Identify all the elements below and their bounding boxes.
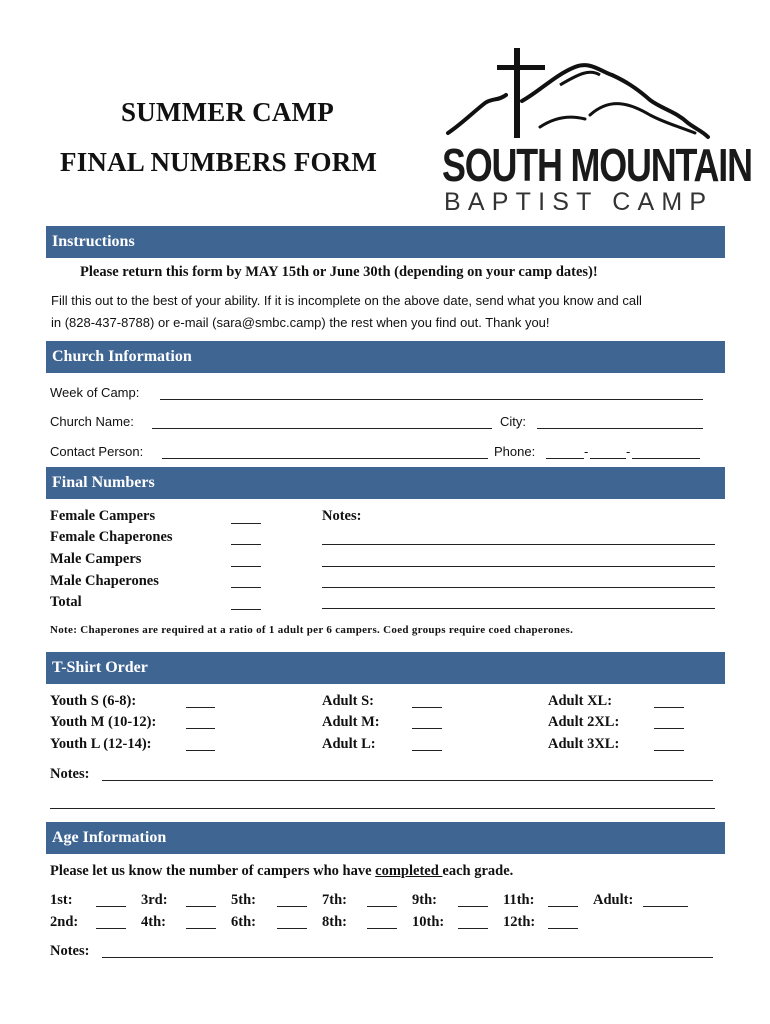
final-row-label: Male Campers <box>50 551 142 567</box>
grade-label: 1st: <box>50 892 73 908</box>
grade-label: 11th: <box>503 892 535 908</box>
grade-label: 3rd: <box>141 892 168 908</box>
final-notes-label: Notes: <box>322 508 362 524</box>
logo-subtitle: BAPTIST CAMP <box>444 188 714 216</box>
grade-label: Adult: <box>593 892 634 908</box>
adult-3xl-field[interactable] <box>654 750 684 751</box>
adult-size-label: Adult L: <box>322 736 376 752</box>
grade-label: 4th: <box>141 914 166 930</box>
grade-2nd-field[interactable] <box>96 928 126 929</box>
youth-s-field[interactable] <box>186 707 215 708</box>
grade-11th-field[interactable] <box>548 906 578 907</box>
final-row-label: Female Campers <box>50 508 156 524</box>
male-chaperones-field[interactable] <box>231 587 261 588</box>
total-field[interactable] <box>231 609 261 610</box>
phone-area-code-field[interactable] <box>546 458 584 459</box>
female-chaperones-field[interactable] <box>231 544 261 545</box>
age-prompt: Please let us know the number of campers who have completed each grade. <box>50 863 514 879</box>
youth-l-field[interactable] <box>186 750 215 751</box>
contact-person-field[interactable] <box>162 458 488 459</box>
adult-xl-size-label: Adult 2XL: <box>548 714 620 730</box>
final-row-label: Total <box>50 594 82 610</box>
youth-size-label: Youth L (12-14): <box>50 736 152 752</box>
tshirt-notes-label: Notes: <box>50 766 90 782</box>
grade-4th-field[interactable] <box>186 928 216 929</box>
final-notes-line[interactable] <box>322 544 715 545</box>
grade-label: 6th: <box>231 914 256 930</box>
section-header-final-numbers: Final Numbers <box>46 467 725 499</box>
adult-size-label: Adult M: <box>322 714 380 730</box>
female-campers-field[interactable] <box>231 523 261 524</box>
grade-label: 9th: <box>412 892 437 908</box>
tshirt-notes-line[interactable] <box>50 808 715 809</box>
grade-label: 12th: <box>503 914 536 930</box>
church-name-field[interactable] <box>152 428 492 429</box>
grade-3rd-field[interactable] <box>186 906 216 907</box>
adult-m-field[interactable] <box>412 728 442 729</box>
adult-size-label: Adult S: <box>322 693 374 709</box>
grade-adult-field[interactable] <box>643 906 688 907</box>
section-header-church-information: Church Information <box>46 341 725 373</box>
youth-size-label: Youth S (6-8): <box>50 693 137 709</box>
final-row-label: Male Chaperones <box>50 573 159 589</box>
phone-prefix-field[interactable] <box>590 458 626 459</box>
adult-xl-size-label: Adult 3XL: <box>548 736 620 752</box>
tshirt-notes-line[interactable] <box>102 780 713 781</box>
adult-l-field[interactable] <box>412 750 442 751</box>
final-notes-line[interactable] <box>322 566 715 567</box>
church-name-label: Church Name: <box>50 414 134 429</box>
youth-m-field[interactable] <box>186 728 215 729</box>
grade-label: 7th: <box>322 892 347 908</box>
completed-underlined: completed <box>375 863 443 879</box>
deadline-text: Please return this form by MAY 15th or June 30th (depending on your camp dates)! <box>80 264 598 280</box>
section-header-age-information: Age Information <box>46 822 725 854</box>
week-of-camp-label: Week of Camp: <box>50 385 140 400</box>
section-header-instructions: Instructions <box>46 226 725 258</box>
form-title-line1: SUMMER CAMP <box>121 97 334 127</box>
male-campers-field[interactable] <box>231 566 261 567</box>
city-label: City: <box>500 414 526 429</box>
grade-7th-field[interactable] <box>367 906 397 907</box>
adult-2xl-field[interactable] <box>654 728 684 729</box>
logo-name: SOUTH MOUNTAIN <box>442 139 752 191</box>
form-title-line2: FINAL NUMBERS FORM <box>60 147 378 177</box>
age-notes-line[interactable] <box>102 957 713 958</box>
phone-label: Phone: <box>494 444 536 459</box>
final-notes-line[interactable] <box>322 587 715 588</box>
phone-dash-1: - <box>584 444 589 459</box>
grade-1st-field[interactable] <box>96 906 126 907</box>
contact-person-label: Contact Person: <box>50 444 144 459</box>
youth-size-label: Youth M (10-12): <box>50 714 157 730</box>
grade-label: 2nd: <box>50 914 79 930</box>
adult-xl-size-label: Adult XL: <box>548 693 613 709</box>
grade-label: 8th: <box>322 914 347 930</box>
phone-line-field[interactable] <box>632 458 700 459</box>
final-notes-line[interactable] <box>322 608 715 609</box>
grade-12th-field[interactable] <box>548 928 578 929</box>
grade-label: 10th: <box>412 914 445 930</box>
grade-8th-field[interactable] <box>367 928 397 929</box>
grade-9th-field[interactable] <box>458 906 488 907</box>
age-notes-label: Notes: <box>50 943 90 959</box>
final-row-label: Female Chaperones <box>50 529 173 545</box>
adult-xl-field[interactable] <box>654 707 684 708</box>
grade-5th-field[interactable] <box>277 906 307 907</box>
instructions-text-line1: Fill this out to the best of your ability. If it is incomplete on the above date, send what you know and call <box>51 293 642 308</box>
grade-10th-field[interactable] <box>458 928 488 929</box>
grade-label: 5th: <box>231 892 256 908</box>
week-of-camp-field[interactable] <box>160 399 703 400</box>
phone-dash-2: - <box>626 444 631 459</box>
instructions-text-line2: in (828-437-8788) or e-mail (sara@smbc.camp) the rest when you find out. Thank you! <box>51 315 550 330</box>
section-header-tshirt-order: T-Shirt Order <box>46 652 725 684</box>
adult-s-field[interactable] <box>412 707 442 708</box>
chaperone-ratio-note: Note: Chaperones are required at a ratio of 1 adult per 6 campers. Coed groups require coed chaperones. <box>50 624 574 636</box>
grade-6th-field[interactable] <box>277 928 307 929</box>
city-field[interactable] <box>537 428 703 429</box>
